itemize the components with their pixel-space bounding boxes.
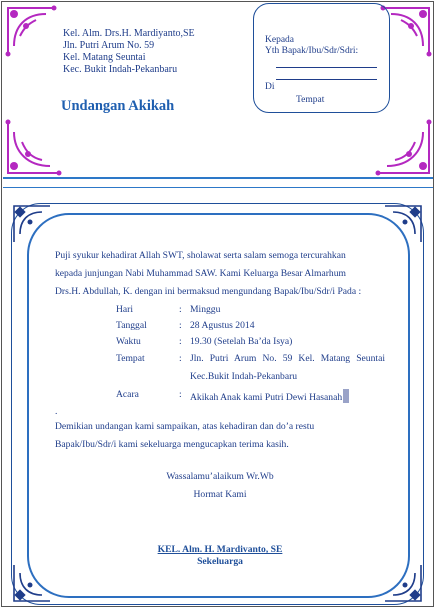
detail-colon: : bbox=[179, 320, 182, 331]
sender-line-4: Kec. Bukit Indah-Pekanbaru bbox=[63, 64, 178, 75]
text-cursor-icon bbox=[343, 389, 349, 403]
ornament-frame-bottom-right-icon bbox=[383, 563, 423, 603]
detail-colon: : bbox=[179, 304, 182, 315]
detail-label-tanggal: Tanggal bbox=[116, 320, 147, 331]
closing-line-2: Bapak/Ibu/Sdr/i kami sekeluarga mengucapkan terima kasih. bbox=[55, 439, 289, 450]
opening-line-3: Drs.H. Abdullah, K. dengan ini bermaksud mengundang Bapak/Ibu/Sdr/i Pada : bbox=[55, 286, 362, 297]
signature-sub-wrap bbox=[120, 556, 320, 567]
detail-label-tempat: Tempat bbox=[116, 353, 145, 364]
ornament-frame-top-left-icon bbox=[12, 204, 52, 244]
detail-value-tempat: Jln. Putri Arum No. 59 Kel. Matang Seuntai bbox=[190, 353, 385, 364]
detail-colon: : bbox=[179, 353, 182, 364]
signature-sub: Sekeluarga bbox=[197, 556, 243, 567]
detail-value-hari: Minggu bbox=[190, 304, 221, 315]
sender-line-3: Kel. Matang Seuntai bbox=[63, 52, 146, 63]
detail-value-tempat-line-2: Kec.Bukit Indah-Pekanbaru bbox=[190, 371, 298, 382]
recipient-yth: Yth Bapak/Ibu/Sdr/Sdri: bbox=[265, 46, 359, 56]
separator-top bbox=[3, 177, 433, 179]
opening-line-2: kepada junjungan Nabi Muhammad SAW. Kami Keluarga Besar Almarhum bbox=[55, 268, 346, 279]
detail-value-acara-wrap bbox=[190, 389, 349, 404]
separator-bottom bbox=[3, 187, 433, 188]
detail-label-acara: Acara bbox=[116, 389, 139, 400]
closing-line-1: Demikian undangan kami sampaikan, atas kehadiran dan do’a restu bbox=[55, 421, 315, 432]
detail-value-tanggal: 28 Agustus 2014 bbox=[190, 320, 255, 331]
opening-line-1: Puji syukur kehadirat Allah SWT, sholawat serta salam semoga tercurahkan bbox=[55, 250, 346, 261]
recipient-di: Di bbox=[265, 82, 275, 92]
sender-line-2: Jln. Putri Arum No. 59 bbox=[63, 40, 155, 51]
detail-label-hari: Hari bbox=[116, 304, 134, 315]
invitation-title: Undangan Akikah bbox=[61, 98, 175, 114]
sender-line-1: Kel. Alm. Drs.H. Mardiyanto,SE bbox=[63, 28, 195, 39]
detail-colon: : bbox=[179, 336, 182, 347]
signature-name-wrap bbox=[120, 544, 320, 555]
recipient-blank-line-1 bbox=[276, 67, 377, 68]
detail-colon: : bbox=[179, 389, 182, 400]
detail-value-waktu: 19.30 (Setelah Ba’da Isya) bbox=[190, 336, 293, 347]
recipient-blank-line-2 bbox=[276, 79, 377, 80]
ornament-frame-top-right-icon bbox=[383, 204, 423, 244]
ornament-mid-left-icon bbox=[6, 120, 61, 175]
hormat-text: Hormat Kami bbox=[193, 489, 247, 500]
recipient-kepada: Kepada bbox=[265, 35, 295, 45]
ornament-top-left-icon bbox=[6, 6, 56, 56]
detail-label-waktu: Waktu bbox=[116, 336, 141, 347]
stray-dot: . bbox=[55, 406, 58, 417]
signature-name: KEL. Alm. H. Mardivanto, SE bbox=[157, 544, 283, 555]
detail-value-acara: Akikah Anak kami Putri Dewi Hasanah bbox=[190, 392, 343, 403]
ornament-mid-right-icon bbox=[376, 120, 431, 175]
ornament-frame-bottom-left-icon bbox=[12, 563, 52, 603]
recipient-tempat: Tempat bbox=[296, 95, 325, 105]
salam-text: Wassalamu’alaikum Wr.Wb bbox=[166, 471, 274, 482]
